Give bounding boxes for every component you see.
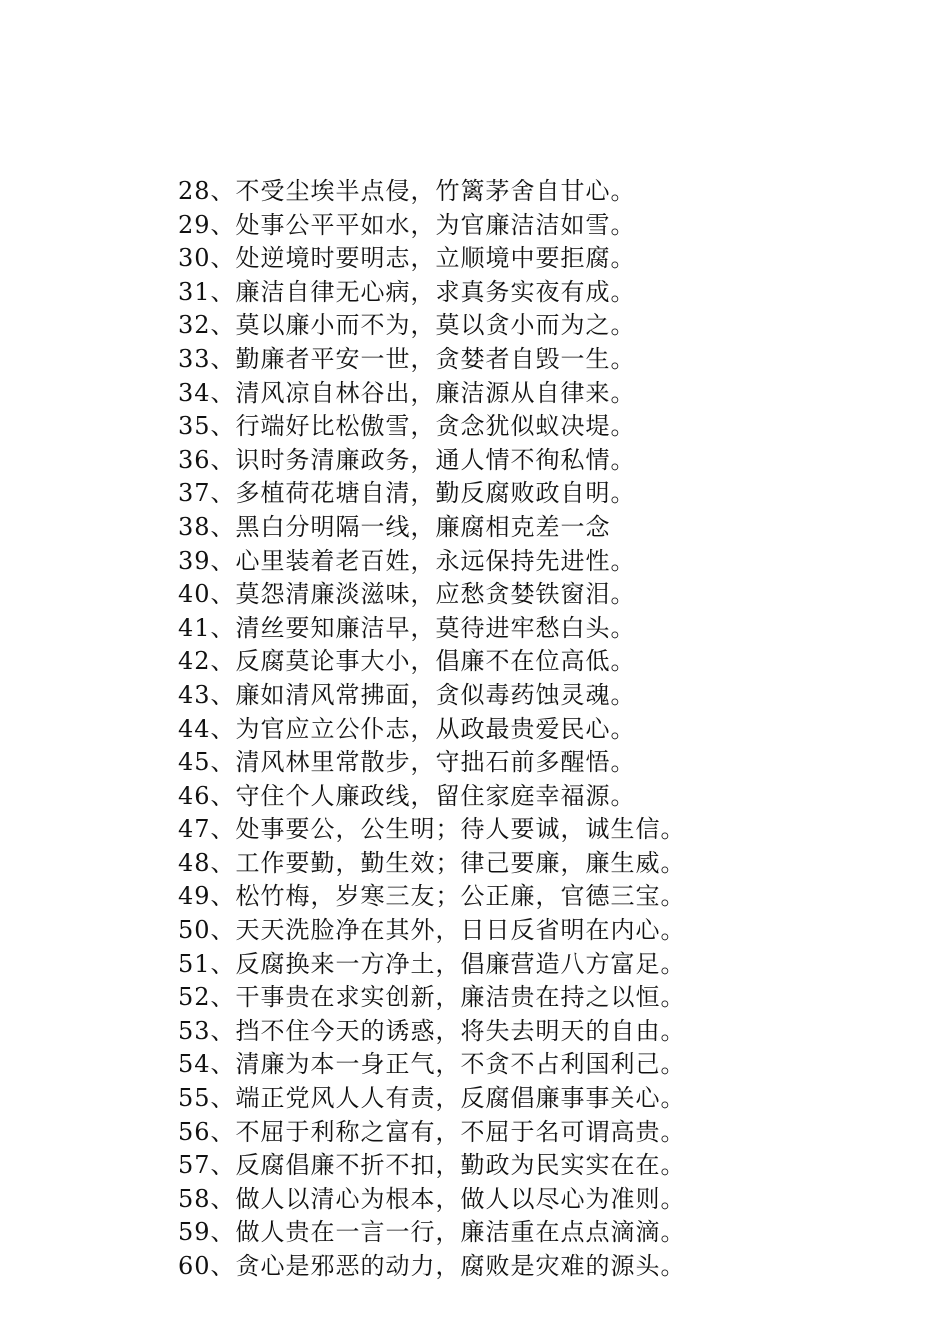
slogan-line: 29、处事公平平如水，为官廉洁洁如雪。 bbox=[178, 210, 636, 239]
slogan-list bbox=[178, 175, 898, 1284]
slogan-line: 36、识时务清廉政务，通人情不徇私情。 bbox=[178, 445, 636, 474]
slogan-line: 54、清廉为本一身正气，不贪不占利国利己。 bbox=[178, 1050, 686, 1079]
slogan-line: 50、天天洗脸净在其外，日日反省明在内心。 bbox=[178, 916, 686, 945]
slogan-line: 42、反腐莫论事大小，倡廉不在位高低。 bbox=[178, 647, 636, 676]
slogan-line: 48、工作要勤，勤生效；律己要廉，廉生威。 bbox=[178, 848, 686, 877]
slogan-line: 37、多植荷花塘自清，勤反腐败政自明。 bbox=[178, 479, 636, 508]
slogan-line: 41、清丝要知廉洁早，莫待进牢愁白头。 bbox=[178, 613, 636, 642]
slogan-line: 51、反腐换来一方净土，倡廉营造八方富足。 bbox=[178, 949, 686, 978]
slogan-line: 40、莫怨清廉淡滋味，应愁贪婪铁窗泪。 bbox=[178, 580, 636, 609]
slogan-line: 31、廉洁自律无心病，求真务实夜有成。 bbox=[178, 277, 636, 306]
slogan-line: 30、处逆境时要明志，立顺境中要拒腐。 bbox=[178, 244, 636, 273]
slogan-line: 52、干事贵在求实创新，廉洁贵在持之以恒。 bbox=[178, 983, 686, 1012]
slogan-line: 34、清风凉自林谷出，廉洁源从自律来。 bbox=[178, 378, 636, 407]
slogan-line: 58、做人以清心为根本，做人以尽心为准则。 bbox=[178, 1184, 686, 1213]
slogan-line: 47、处事要公，公生明；待人要诚，诚生信。 bbox=[178, 815, 686, 844]
slogan-line: 49、松竹梅，岁寒三友；公正廉，官德三宝。 bbox=[178, 882, 686, 911]
slogan-line: 46、守住个人廉政线，留住家庭幸福源。 bbox=[178, 781, 636, 810]
slogan-line: 59、做人贵在一言一行，廉洁重在点点滴滴。 bbox=[178, 1218, 686, 1247]
slogan-line: 39、心里装着老百姓，永远保持先进性。 bbox=[178, 546, 636, 575]
slogan-line: 32、莫以廉小而不为，莫以贪小而为之。 bbox=[178, 311, 636, 340]
slogan-line: 57、反腐倡廉不折不扣，勤政为民实实在在。 bbox=[178, 1151, 686, 1180]
slogan-line: 45、清风林里常散步，守拙石前多醒悟。 bbox=[178, 748, 636, 777]
slogan-line: 35、行端好比松傲雪，贪念犹似蚁决堤。 bbox=[178, 412, 636, 441]
slogan-line: 28、不受尘埃半点侵，竹篱茅舍自甘心。 bbox=[178, 177, 636, 205]
slogan-line: 53、挡不住今天的诱惑，将失去明天的自由。 bbox=[178, 1016, 686, 1045]
slogan-line: 55、端正党风人人有责，反腐倡廉事事关心。 bbox=[178, 1084, 686, 1113]
slogan-line: 44、为官应立公仆志，从政最贵爱民心。 bbox=[178, 714, 636, 743]
slogan-line: 43、廉如清风常拂面，贪似毒药蚀灵魂。 bbox=[178, 680, 636, 709]
slogan-line: 38、黑白分明隔一线，廉腐相克差一念 bbox=[178, 512, 611, 541]
slogan-line: 33、勤廉者平安一世，贪婪者自毁一生。 bbox=[178, 344, 636, 373]
slogan-line: 60、贪心是邪恶的动力，腐败是灾难的源头。 bbox=[178, 1252, 686, 1280]
slogan-line: 56、不屈于利称之富有，不屈于名可谓高贵。 bbox=[178, 1117, 686, 1146]
